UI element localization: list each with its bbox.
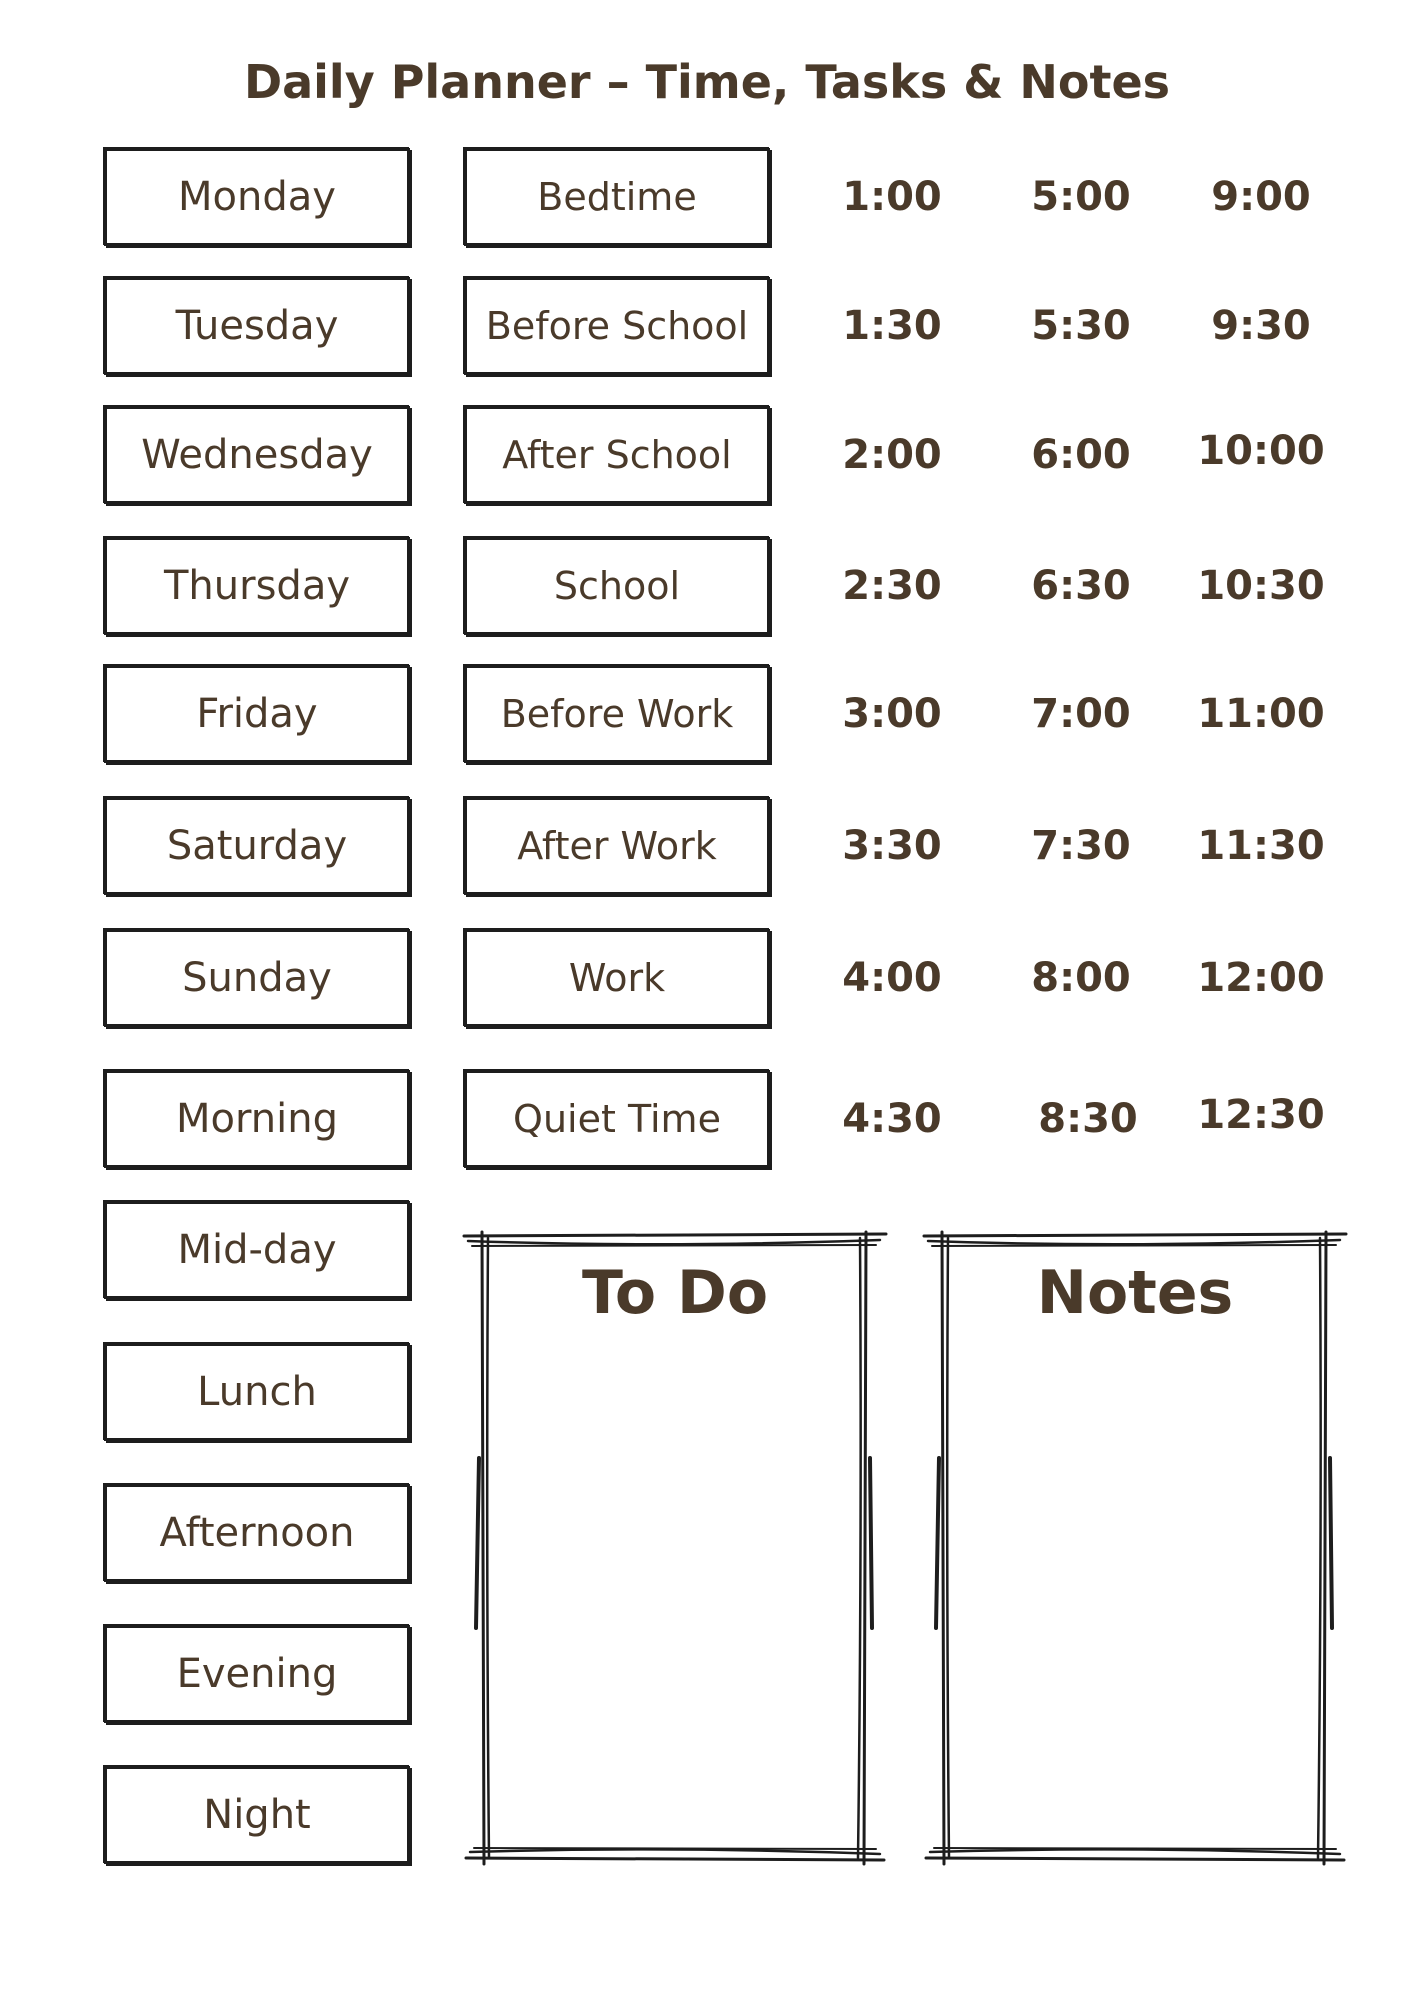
context-label-before-school: Before School bbox=[464, 277, 770, 375]
day-label-friday: Friday bbox=[104, 665, 410, 763]
time-label: 8:30 bbox=[1038, 1096, 1138, 1142]
context-label-before-work: Before Work bbox=[464, 665, 770, 763]
time-label: 10:00 bbox=[1197, 428, 1325, 474]
time-label: 6:00 bbox=[1031, 432, 1131, 478]
time-label: 12:30 bbox=[1197, 1092, 1325, 1138]
time-label: 6:30 bbox=[1031, 563, 1131, 609]
notes-panel[interactable] bbox=[922, 1228, 1348, 1868]
time-label: 12:00 bbox=[1197, 955, 1325, 1001]
time-label: 1:00 bbox=[842, 174, 942, 220]
time-label: 5:30 bbox=[1031, 303, 1131, 349]
context-label-work: Work bbox=[464, 929, 770, 1027]
time-label: 7:00 bbox=[1031, 691, 1131, 737]
period-label-afternoon: Afternoon bbox=[104, 1484, 410, 1582]
time-label: 11:30 bbox=[1197, 823, 1325, 869]
time-label: 2:00 bbox=[842, 432, 942, 478]
todo-panel[interactable] bbox=[462, 1228, 888, 1868]
period-label-morning: Morning bbox=[104, 1070, 410, 1168]
time-label: 3:00 bbox=[842, 691, 942, 737]
period-label-mid-day: Mid-day bbox=[104, 1201, 410, 1299]
notes-title: Notes bbox=[1036, 1258, 1234, 1328]
context-label-after-school: After School bbox=[464, 406, 770, 504]
context-label-after-work: After Work bbox=[464, 797, 770, 895]
time-label: 5:00 bbox=[1031, 174, 1131, 220]
time-label: 8:00 bbox=[1031, 955, 1131, 1001]
time-label: 4:30 bbox=[842, 1096, 942, 1142]
time-label: 2:30 bbox=[842, 563, 942, 609]
time-label: 11:00 bbox=[1197, 691, 1325, 737]
page-title: Daily Planner – Time, Tasks & Notes bbox=[243, 55, 1171, 109]
time-label: 7:30 bbox=[1031, 823, 1131, 869]
todo-title: To Do bbox=[581, 1258, 769, 1328]
context-label-quiet-time: Quiet Time bbox=[464, 1070, 770, 1168]
day-label-tuesday: Tuesday bbox=[104, 277, 410, 375]
context-label-school: School bbox=[464, 537, 770, 635]
day-label-thursday: Thursday bbox=[104, 537, 410, 635]
time-label: 3:30 bbox=[842, 823, 942, 869]
day-label-sunday: Sunday bbox=[104, 929, 410, 1027]
context-label-bedtime: Bedtime bbox=[464, 148, 770, 246]
day-label-monday: Monday bbox=[104, 148, 410, 246]
day-label-wednesday: Wednesday bbox=[104, 406, 410, 504]
time-label: 9:00 bbox=[1211, 174, 1311, 220]
time-label: 1:30 bbox=[842, 303, 942, 349]
day-label-saturday: Saturday bbox=[104, 797, 410, 895]
period-label-lunch: Lunch bbox=[104, 1343, 410, 1441]
period-label-night: Night bbox=[104, 1766, 410, 1864]
time-label: 4:00 bbox=[842, 955, 942, 1001]
time-label: 9:30 bbox=[1211, 303, 1311, 349]
period-label-evening: Evening bbox=[104, 1625, 410, 1723]
time-label: 10:30 bbox=[1197, 563, 1325, 609]
